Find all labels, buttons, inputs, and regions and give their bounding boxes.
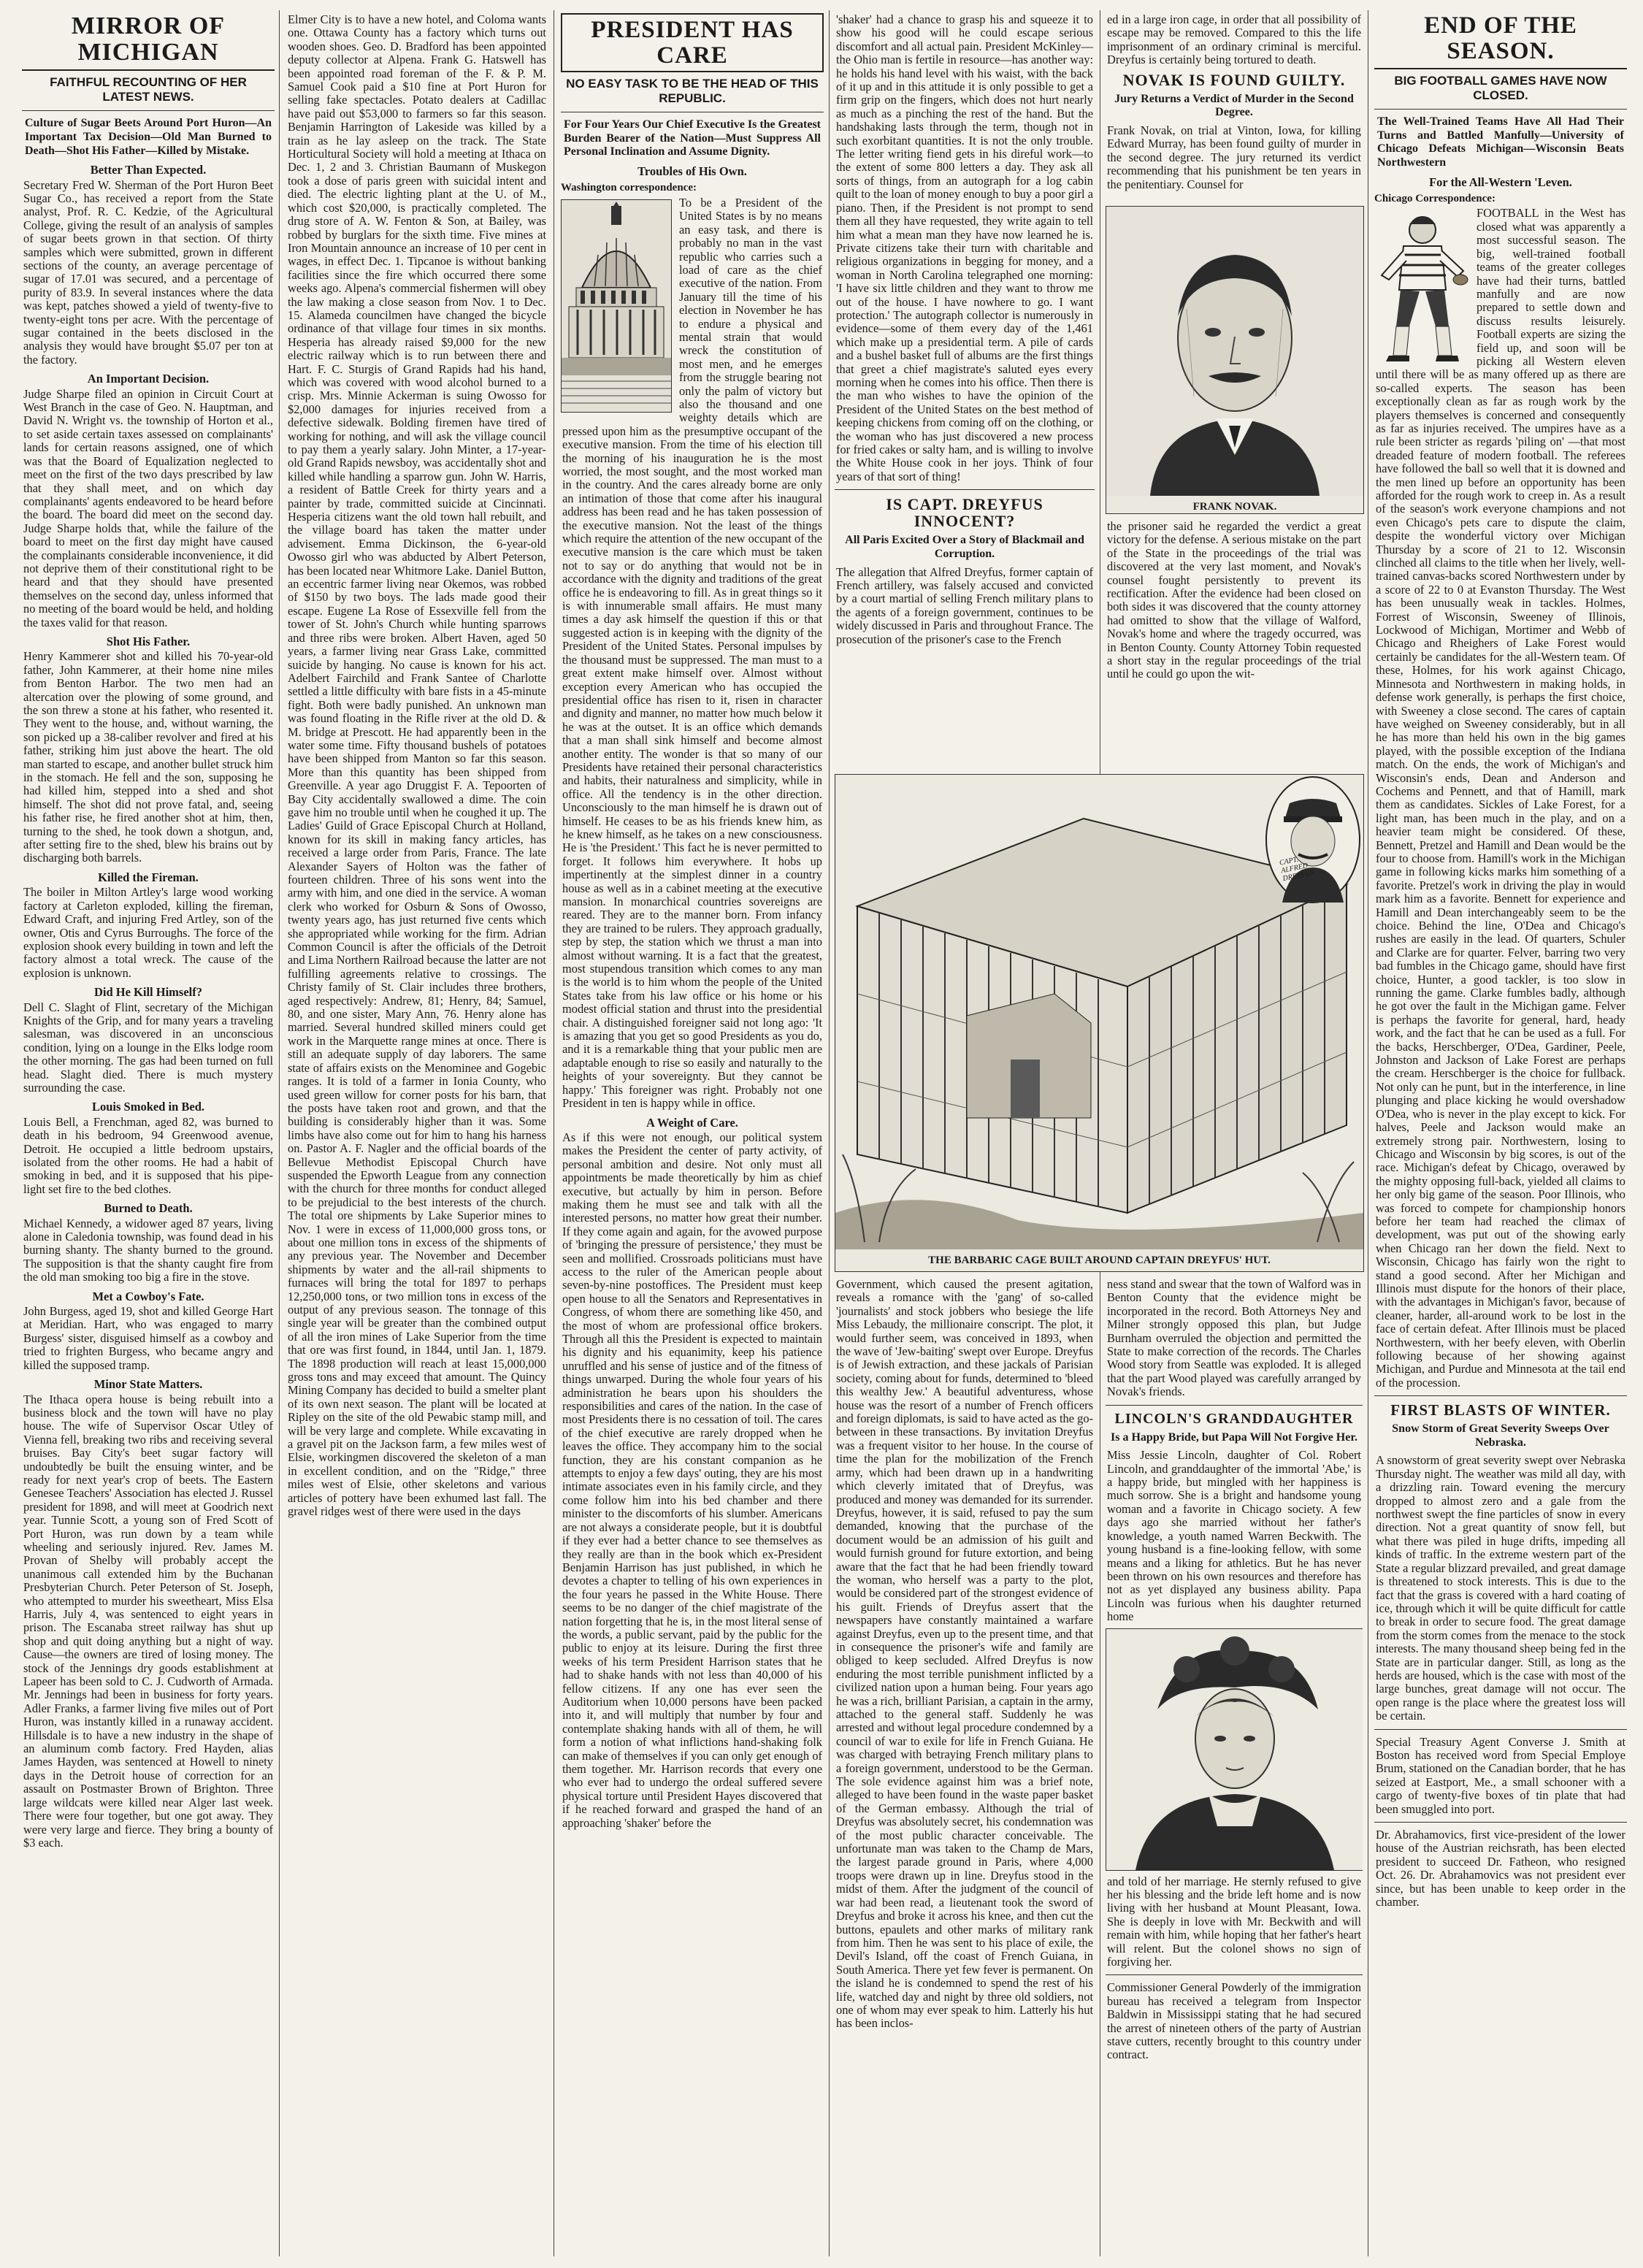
section-text: The boiler in Milton Artley's large wood working factory at Carleton exploded, killing the fireman, Edward Craft, and injuring Fred Artley, son of the owner, Otis and Cyrus Burroughs. The force of the explosion shook every building in town and left the factory almost a total wreck. The cause of the explosion is unknown. [23,885,273,980]
deck: Culture of Sugar Beets Around Port Huron—An Important Tax Decision—Old Man Burned to Death—Shot His Father—Killed by Mistake. [25,117,272,157]
section-head: Shot His Father. [106,634,191,648]
article-text: the prisoner said he regarded the verdict a great victory for the defense. A serious mistake on the part of the State in the proceedings of the trial was discovered at the very last moment, and Novak's counsel fought persistently to prevent its rectification. After the evidence had been closed on both sides it was discovered that the county attorney had omitted to show that the village of Walford, Novak's home and where the tragedy occurred, was in Benton County. County Attorney Tobin requested a short stay in the regular proceedings of the trial until he could go upon the wit- [1107,520,1361,681]
football-player-illustration [1374,210,1469,363]
article-text: ed in a large iron cage, in order that all possibility of escape may be removed. Compared to this the life imprisonment of an ordinary criminal is merciful. Dreyfus is certainly being tortured to death. [1107,13,1361,67]
column-mirror-of-michigan [22,13,275,2255]
capitol-dome-illustration [561,199,672,413]
article-text: Miss Jessie Lincoln, daughter of Col. Robert Lincoln, and granddaughter of the immortal 'Abe,' is a happy bride, but mingled with her happiness is much sorrow. She is a bright and handsome young woman and a favorite in Chicago society. A few days ago she married without her father's knowledge, a youth named Warren Beckwith. The young husband is a fine-looking fellow, with some means and a liking for athletics. But he has never been thrown on his own resources and therefore has not as yet displayed any business ability. Papa Lincoln was furious when his daughter returned home [1107,1448,1361,1624]
divider [1374,1729,1627,1730]
divider [22,110,275,111]
divider [1374,109,1627,110]
section-head: Met a Cowboy's Fate. [92,1289,204,1303]
section-head: An Important Decision. [87,372,210,386]
article-text: A snowstorm of great severity swept over Nebraska Thursday night. The weather was mild all day, with a drizzling rain. Toward evening the mercury dropped to almost zero and a gale from the northwest swept the fine particles of snow in every direction. Not a great quantity of snow fell, but what there was piled in huge drifts, impeding all kinds of traffic. In the extreme western part of the State a regular blizzard prevailed, and great damage is threatened to stock interests. This is due to the fact that the grass is covered with a hard coating of ice, through which it will be quite difficult for cattle to break in order to secure food. The great damage from the storm comes from the menace to the stock interests. The many thousand sheep being fed in the State are in particular danger. Still, as long as the herds are housed, which is the case with most of the large bunches, great damage will not occur. The open range is the place where the greatest loss will be certain. [1376,1453,1625,1723]
article-text: The allegation that Alfred Dreyfus, former captain of French artillery, was falsely accused and convicted by a court martial of selling French military plans to the agents of a foreign government, continues to be widely discussed in Paris and throughout France. The prosecution of the prisoner's case to the French [836,564,1093,646]
column-novak-top [1106,13,1363,204]
subhead: Troubles of His Own. [637,164,747,179]
article-text: Frank Novak, on trial at Vinton, Iowa, for killing Edward Murray, has been found guilty of murder in the second degree. The jury returned its verdict recommending that his punishment be ten years in the penitentiary. Counsel for [1107,123,1361,191]
article-text: Special Treasury Agent Converse J. Smith at Boston has received word from Special Employe Brum, stationed on the Canadian border, that he has seized at Eastport, Me., a small schooner with a cargo of twenty-five boxes of tin plate that had been smuggled into port. [1376,1734,1625,1816]
dateline: Chicago Correspondence: [1374,193,1495,205]
section-text: Henry Kammerer shot and killed his 70-year-old father, John Kammerer, at their home nine miles from Benton Harbor. The two men had an altercation over the plowing of some ground, and the son threw a stone at his father, who resented it. They went to the house, and, without warning, the son picked up a 38-caliber revolver and fired at his father, striking him just above the heart. The old man started to escape, and another bullet struck him in the stomach. He fell and the son, supposing he had killed him, stepped into a shed and shot himself. The shot did not prove fatal, and, seeing his father rise, he fired another shot at him, then, turning to the shed, he took down a shotgun, and, after setting fire to the shed, blew his brains out by discharging both barrels. [23,649,273,865]
column-rule [829,10,830,2256]
column-president-has-care [561,13,824,2255]
section-text: Dell C. Slaght of Flint, secretary of the Michigan Knights of the Grip, and for many years a traveling salesman, was discovered in an unconscious condition, lying on a lounge in the Elks lodge room the other morning. The gas had been turned on full head. Slaght died. There is much mystery surrounding the case. [23,1000,273,1095]
portrait-icon [1106,1629,1363,1870]
divider [1374,1822,1627,1823]
article-text: To be a President of the United States is by no means an easy task, and there is probably no man in the vast republic who carries such a load of care as the chief executive of the nation. From January till the time of his election in November he has to endure a physical and mental strain that would wreck the constitution of most men, and he emerges from the struggle bearing not only the palm of victory but also the thousand and one weighty details which are pressed upon him as the presumptive occupant of the executive mansion. From the time of his election till the morning of his inauguration he is the most worried, the most sought, and the most worked man in the country. And the cares already borne are only an intimation of those that come after his inaugural address has been read and he has taken possession of the executive mansion. Not the least of the things which require the attention of the new occupant of the executive mansion is the care which must be taken not to say or do anything that would not be in accordance with the dignity and traditions of the great office he is endeavoring to fill. As in great things so it is with innumerable small affairs. He must many times a day ask himself the question if this or that suggested action is in keeping with the dignity of the President of the United States. Personal impulses by the thousand must be suppressed. The man must to a great extent make himself over. Almost without exception every American who has occupied the presidential office has risen to it, risen in character and dignity and manner, no matter how much below it he was at the outset. It is an office which demands that a man shall sink himself and become almost another entity. The wonder is that so many of our Presidents have retained their personal characteristics and habits, their naturalness and simplicity, while in office. All the tendency is in the other direction. Unconsciously to the man himself he is drawn out of himself. He ceases to be as his friends knew him, as he knew himself, as he takes on a new consciousness. He is 'the President.' This fact he is never permitted to forget. It follows him everywhere. It hobs up impertinently at the simplest dinner in a country house as well as in a cabinet meeting at the executive mansion. In monarchical countries sovereigns are reared. They are to the manner born. From infancy they are trained to be rulers. They approach gradually, step by step, the station which we thrust a man into almost without warning. It is a fact that the greatest, most stupendous transition which comes to any man is the world is to him whom the people of the United States take from his law office or his home or his modest official station and thrust into the presidential chair. A distinguished foreigner said not long ago: 'It is amazing that you get so good Presidents as you do, and it is a remarkable thing that your public men are adaptable enough to rise so easily and naturally to the heights of your sovereignty. But they cannot be happy.' This foreigner was right. Probably not one President in ten is happy while in office. [562,195,822,1111]
headline: END OF THE SEASON. [1374,13,1627,69]
headline: PRESIDENT HAS CARE [561,13,824,72]
column-lincoln-granddaughter [1106,1278,1363,2249]
beckwith-portrait [1106,1628,1363,1871]
subhead: A Weight of Care. [646,1115,738,1130]
section-head: Minor State Matters. [93,1377,203,1392]
section-head: Burned to Death. [104,1201,193,1216]
briefs-text: Elmer City is to have a new hotel, and Coloma wants one. Ottawa County has a factory which turns out wooden shoes. Geo. D. Bradford has been appointed deputy collector at Alpena. Frank G. Hatswell has been appointed road foreman of the F. & P. M. Samuel Cook paid a $10 fine at Port Huron for selling fake spectacles. Potato dealers at Cadillac have paid out $53,000 to farmers so far this season. Benjamin Harrington of Lakeside was killed by a train as he lay asleep on the track. The State Horticultural Society will hold a meeting at Ithaca on Dec. 1, 2 and 3. Christian Baumann of Muskegon took a dose of paris green with suicidal intent and died. The electric lighting plant at the U. of M., which cost $20,000, is practically completed. The drug store of A. W. Fenton & Son, at Bailey, was robbed by burglars for the sixth time. Five mines at Iron Mountain announce an increase of 10 per cent in wages, in effect Dec. 1. Tipcanoe is without banking facilities since the fire which occurred there some weeks ago. Alpena's commercial fishermen will obey the law making a close season from Nov. 1 to Dec. 15. Alameda councilmen have changed the bicycle ordinance of that village four times in six months. Hesperia has already raised $9,000 for the new electric railway which is to run between there and Hart. F. C. Sturgis of Grand Rapids had his hand, which was covered with wood alcohol burned to a crisp. Mrs. Minnie Ackerman is suing Owosso for $2,000 damages for injuries received from a defective sidewalk. Bolding firemen have tired of working for nothing, and will ask the village council to pay them a yearly salary. John Minter, a 17-year-old Grand Rapids newsboy, was accidentally shot and killed while handling a sparrow gun. John W. Harris, a resident of Battle Creek for thirty years and a painter by trade, committed suicide at Cincinnati. Hesperia citizens want the old town hall rebuilt, and the village board has taken the matter under advisement. Emma Dickinson, the 6-year-old Owosso girl who was abducted by Albert Peterson, has been located near Whitmore Lake. Daniel Button, an eccentric farmer living near Okemos, was robbed of $150 by two boys. The lads made good their escape. Eugene La Rose of Essexville fell from the tower of St. John's Church while hunting sparrows and three ribs were broken. Albert Haven, aged 50 years, a farmer living near Grass Lake, committed suicide by hanging. No cause is known for his act. Adelbert Fairchild and Frank Santee of Charlotte settled a little difficulty with bare fists in a 45-minute fight. Both were badly punished. An unknown man was found floating in the Rifle river at the old D. & M. bridge at Prescott. He had apparently been in the water some time. Fifty thousand bushels of potatoes have been shipped from Manton so far this season. More than this quantity has been shipped from Greenville. A year ago Druggist F. A. Tepoorten of Bay City accidentally swallowed a dime. The coin gave him no trouble until when he coughed it up. The Ladies' Guild of Grace Episcopal Church at Holland, known for its skill in making fancy articles, has received a large order from Paris, France. The late Alexander Sayers of Holton was the father of fourteen children. Three of his sons went into the army with him, and one died in the service. A woman clerk who worked for Osburn & Sons of Owosso, twenty years ago, has just returned five cents which she appropriated while working for the firm. Adrian Common Council is after the officials of the Detroit and Lima Northern Railroad because the latter are not fulfilling agreements relative to crossings. The Christy family of St. Clair includes three brothers, aged respectively: Andrew, 81; Henry, 84; Samuel, 80, and one sister, Mary Ann, 76. Henry alone has married. Several hundred skilled miners could get work in the Marquette range mines at once. There is still an adequate supply of day laborers. The same state of affairs exists on the Menominee and Gogebic ranges. It is told of a farmer in Ionia County, who used green willow for corner posts for his barn, that the posts have taken root and grown, and that the building is considerably higher than it was. Some limbs have also come out for him to hang his harness on. Pastor A. F. Nagler and the official boards of the Bellevue Methodist Episcopal Church have suspended the Epworth League from any connection with the church for three months for conduct alleged to be prejudicial to the best interests of the church. The total ore shipments by Lake Superior mines to Nov. 1 were in excess of 11,000,000 gross tons, or about one million tons in excess of the shipments of any previous year. The November and December shipments by water and the all-rail shipments to furnaces will bring the total for 1897 to perhaps 12,250,000 tons, or two million tons in excess of the output of any previous season. The tonnage of this single year will be greater than the combined output of all the iron mines of Lake Superior from the time that ore was first found, in 1844, until Jan. 1, 1879. The 1898 production will reach at least 15,000,000 gross tons and may exceed that amount. The Quincy Mining Company has decided to build a smelter plant of its own next season. The plant will be located at Ripley on the site of the old Pewabic stamp mill, and will be very large and complete. While excavating in a gravel pit on the Jackson farm, a few miles west of Elsie, workingmen discovered the skeleton of a man in excellent condition, and on the "Ridge," three miles west of Elsie, other skeletons and various articles of pottery have been exhumed last fall. The gravel ridges west of there were used in the days [288,13,546,1519]
portrait-icon [1106,207,1363,496]
frank-novak-portrait [1106,206,1364,514]
divider [1106,1974,1363,1975]
subheadline: NO EASY TASK TO BE THE HEAD OF THIS REPUBLIC. [566,77,819,106]
divider [1374,1395,1627,1396]
section-head: Better Than Expected. [90,163,207,177]
divider [1106,1405,1363,1406]
headline: LINCOLN'S GRANDDAUGHTER [1114,1410,1354,1427]
section-head: Did He Kill Himself? [93,985,203,1000]
column-rule [279,10,280,2256]
portrait-label: CAPT. ALFRED DREYFUS [1279,855,1315,884]
headline: MIRROR OF MICHIGAN [22,13,275,71]
article-text: As if this were not enough, our political system makes the President the center of party activity, of personal ambition and desire. Not only must all appointments be made theoretically by him as chief executive, but actually by him in person. Before making them he must see and talk with all the interested persons, no matter how great their number. If they come again and again, for the avowed purpose of 'bringing the pressure of persistence,' they must be seen and mollified. Crossroads politicians must have access to the ruler of the American people about seven-by-nine postoffices. The President must keep open house to all the Senators and Representatives in Congress, of whom there are something like 450, and the most of whom are professional office brokers. Through all this the President is expected to maintain his dignity and his equanimity, keep his patience unruffled and his sense of justice and of the fitness of things unwarped. During the whole four years of his administration he bears upon his shoulders the responsibilities and cares of the nation. In the case of most Presidents there is no cessation of toil. The cares of the chief executive are rarely dropped when he leaves the office. They accompany him to the social function, they are his constant companion as he attempts to enjoy a few days' outing, they are his most intimate associates even in his family circle, and they come follow him into his bed chamber and there minister to the discomforts of his slumber. Americans are not always a considerate people, but it is doubtful if they ever had a better chance to see themselves as they really are than in the book which ex-President Benjamin Harrison has just published, in which he devotes a chapter to telling of his own experiences in the four years he passed in the White House. There seems to be no danger of the chief magistrate of the nation forgetting that he is, in the most literal sense of the words, a public servant, paid by the public for the public to enjoy at its leisure. During the first three weeks of his term President Harrison states that he had to shake hands with not less than 40,000 of his fellow citizens. If any one has ever seen the Auditorium when 10,000 persons have been packed into it, and will multiply that number by four and contemplate shaking hands with all of them, he will form a notion of what inflictions hand-shaking folk can make of themselves if you can only get enough of them together. Mr. Harrison records that every one who ever had to undergo the ordeal suffered severe physical torture until President Hayes discovered that if he reached forward and grasped the hand of an approaching 'shaker' before the [562,1130,822,1830]
deck: Is a Happy Bride, but Papa Will Not Forgive Her. [1111,1430,1357,1444]
subheadline: BIG FOOTBALL GAMES HAVE NOW CLOSED. [1394,74,1607,103]
section-head: Killed the Fireman. [98,870,199,884]
deck: All Paris Excited Over a Story of Blackmail and Corruption. [845,534,1084,560]
section-text: The Ithaca opera house is being rebuilt into a business block and the town will have no play house. The wife of Supervisor Oscar Utley of Vienna fell, breaking two ribs and receiving several bruises. Bay City's beet sugar factory will undoubtedly be built the ensuing winter, and be ready for next year's crop of beets. The Eastern Genesee Teachers' Association has elected J. Russel president for 1898, and will meet at Goodrich next year. Tunnie Scott, a young son of Fred Scott of Port Huron, was run down by a team while wheeling and seriously injured. Rev. James M. Provan of Shelby will probably accept the unanimous call extended him by the Buchanan Presbyterian Church. Peter Peterson of St. Joseph, who attempted to murder his sweetheart, Miss Elsa Harris, July 4, was sentenced to eight years in prison. The Escanaba street railway has shut up shop and quit doing anything but a night of way. Cause—the owners are tired of losing money. The stock of the Jennings dry goods establishment at Lapeer has been sold to C. J. Cudworth of Armada. Mr. Jennings had been in business for forty years. Adler Franks, a farmer living five miles out of Port Huron, was instantly killed in a runaway accident. Hillsdale is to have a new industry in the shape of an aluminum comb factory. Fred Hayden, alias James Hayden, was sentenced at Howell to ninety days in the Detroit house of correction for an assault on Postmaster Brown of Brighton. Three large wildcats were killed near Alger last week. There were four together, but one got away. They were very large and fierce. They bring a bounty of $3 each. [23,1392,273,1850]
article-text: Dr. Abrahamovics, first vice-president of the lower house of the Austrian reichsrath, has been elected president to succeed Dr. Fatheon, who resigned Oct. 26. Dr. Abrahamovics was not president ever since, but has been unable to keep order in the chamber. [1376,1828,1625,1909]
section-text: Secretary Fred W. Sherman of the Port Huron Beet Sugar Co., has received a report from the State analyst, Prof. R. C. Kedzie, of the Agricultural College, giving the result of an analysis of samples of sugar beets grown in that section. Of thirty samples which were submitted, grown in different sections of the county, an average percentage of sugar of 17.01 was secured, and a percentage of purity of 83.9. In several instances where the data was kept, patches showed a yield of twenty-five to twenty-eight tons per acre. With the percentage of sugar contained in the beets disclosed in the analysis they would have brought $5.07 per ton at the factory. [23,177,273,367]
headline: IS CAPT. DREYFUS INNOCENT? [886,495,1043,531]
article-text: FOOTBALL in the West has closed what was apparently a most successful season. The big, well-trained football teams of the greater colleges have had their turns, battled manfully and are now prepared to settle down and discuss results leisurely. Football experts are sizing the field up, and soon will be picking all Western eleven until there will be as many offered up as there are so-called experts. The season has been exceptionally clean as far as rough work by the players themselves is concerned and consequently as far as injuries received. The umpires have as a rule been stricter as regards 'piling on' —that most dreaded feature of modern football. The referees have followed the ball so well that it is downed and the men lined up before an opportunity has been afforded for the rough work to creep in. As a result of the season's work everyone champions and not even Chicago's pets care to dispute the claim, despite the wonderful victory over Michigan Thursday by a score of 21 to 12. Wisconsin clinched all claims to the title when her lively, well-trained canvas-backs scored Northwestern under by a score of 22 to 0 at Evanston Thursday. The West has been unusually weak in tackles. Holmes, Forrest of Wisconsin, Sweeney of Illinois, Lockwood of Michigan, Mortimer and Webb of Chicago and Rheighers of Lake Forest would certainly be candidates for the all-Western team. Of these, Holmes, for his work against Chicago, Minnesota and Northwestern in making holds, in defense work generally, is perhaps the first choice, with Sweeney a close second. The cares of captain have weighed on Sweeney considerably, but in all he has more than held his own in the big games played, with the possible exception of the Indiana match. On the ends, the work of Michigan's and Wisconsin's ends, Dean and Anderson and Cochems and Pennett, and that of Hamill, mark them as candidates. Sickles of Lake Forest, for a light man, has been much in the play, and on a heavier team might be considered. Of these, Bennett, Pretzel and Hamill and Dean would be the four to choose from. Hamill's work in the Michigan game in following kicks marks him something of a favorite. Pretzel's work in driving the play in would mark him as a favorite. Bennett for experience and Hamill and Dean interchangeably seem to be the choice. Behind the line, O'Dea and Chicago's rushes are easily in the lead. Of quarters, Schuler and Clarke are for quarter. Felver, barring two very bad fumbles in the Chicago game, should have first choice, Hunter, a good tackler, is too slow in running the game. Clarke fumbles badly, although he got over the fault in the Michigan game. Felver is perhaps the favorite for general, hard, heady work, and the fact that he can be used as a full. For the backs, Herschberger, O'Dea, Gardiner, Peele, Johnston and Jackson of Lake Forest are perhaps the cream. Herschberger is the choice for fullback. Not only can he punt, but in the interference, in line plunging and place kicking he would overshadow O'Dea, who is never in the play except to kick. For halves, Peele and Jackson would make an extremely strong pair. Northwestern, losing to Chicago and Wisconsin by big scores, is out of the race. Michigan's defeat by Chicago, overawed by the mighty opposing full-back, yielded all claims to her only big game of the season. Poor Illinois, who was forced to compete for championship honors before her team had reached the climax of development, was put out of the showing early when Chicago ran her down the field. Next to Wisconsin, Chicago has fairly won the right to stand a good second. After her Michigan and Illinois must dispute for the honors of their place, with the advantages in Michigan's favor, because of cleaner, harder, all-around work to be lost in the face of certain defeat. After Illinois must be placed Northwestern, with her beefy eleven, with Oberlin following because of her showing against Michigan, and Purdue and Minnesota at the tail end of the procession. [1376,206,1625,1390]
subhead: For the All-Western 'Leven. [1429,175,1572,189]
section-text: Louis Bell, a Frenchman, aged 82, was burned to death in his bedroom, 94 Greenwood avenue, Detroit. He occupied a little bedroom upstairs, isolated from the other rooms. He had a habit of smoking in bed, and it is supposed that his pipe-light set fire to the bed clothes. [23,1114,273,1196]
section-text: Michael Kennedy, a widower aged 87 years, living alone in Caledonia township, was found dead in his burning shanty. The shanty burned to the ground. The supposition is that the shanty caught fire from the old man smoking too big a fire in the stove. [23,1216,273,1284]
deck: For Four Years Our Chief Executive Is the Greatest Burden Bearer of the Nation—Must Suppress All Personal Inclination and Assume Dignity. [564,118,821,158]
deck: The Well-Trained Teams Have All Had Their Turns and Battled Manfully—University of Chicago Defeats Michigan—Wisconsin Beats Northwestern [1377,115,1624,169]
divider [835,489,1095,490]
dreyfus-portrait [1263,774,1363,905]
subheadline: FAITHFUL RECOUNTING OF HER LATEST NEWS. [50,75,247,104]
football-player-icon [1374,210,1469,363]
deck: Snow Storm of Great Severity Sweeps Over Nebraska. [1392,1422,1609,1449]
article-text: ness stand and swear that the town of Walford was in Benton County that the evidence might be incorporated in the record. Both Attorneys Ney and Milner strongly opposed this plan, but Judge Burnham overruled the objection and permitted the State to make correction of the records. The Charles Wood story from Seattle was exploded. It is alleged that the part Wood played was carefully arranged by Novak's friends. [1107,1278,1361,1399]
section-text: Judge Sharpe filed an opinion in Circuit Court at West Branch in the case of Geo. N. Hauptman, and David N. Wright vs. the township of Horton et al., to set aside certain taxes assessed on complainants' lands for certain reasons assigned, one of which was that the Board of Equalization neglected to meet on the first of the two days prescribed by law that they shall meet, and on which day complainants' agents endeavored to be heard before the board. The board did meet on the second day. Judge Sharpe holds that, while the failure of the board to meet on the first day might have caused the complainants considerable inconvenience, it did not deprive them of their constitutional right to be heard and that they should have presented themselves on the second day, unless informed that no meeting of the board would be held, and holding the taxes valid for that reason. [23,386,273,629]
column-novak-continued [1106,520,1363,767]
headline: NOVAK IS FOUND GUILTY. [1122,70,1346,89]
caption: FRANK NOVAK. [1192,501,1277,513]
article-text: and told of her marriage. He sternly refused to give her his blessing and the bride left home and is now living with her husband at Mount Pleasant, Iowa. She is deeply in love with Mr. Beckwith and will remain with him, while hoping that her father's heart will relent. But the colonel shows no sign of forgiving her. [1107,1874,1361,1969]
article-text: Commissioner General Powderly of the immigration bureau has received a telegram from Inspector Baldwin in Mississippi stating that he had secured the arrest of nineteen others of the party of Austrian stave cutters, recently brought to this country under contract. [1107,1980,1361,2062]
article-text: 'shaker' had a chance to grasp his and squeeze it to show his good will he could escape serious discomfort and all actual pain. President McKinley—the Ohio man is fertile in resource—has another way: he holds his hand level with his waist, with the back of it up and in this attitude it is only possible to get a firm grip on the fingers, which does not hurt nearly as much as a pinching the rest of the hand. But the handshaking lasts through the term, though not in such exorbitant quantities. It is not the only trouble. The letter writing fiend gets in his direful work—to the extent of some 800 letters a day. They ask all sorts of things, from an autograph for a log cabin quilt to the loan of money enough to buy a poor girl a piano. Then, if the President is not prompt to send them all they have requested, they write again to tell him what a mean man they have now learned he is. Private citizens take their turn with charitable and religious organizations in begging for money, and a woman in North Carolina telegraphed one morning: 'I have six little children and they want to throw me out of the house. I have nowhere to go. I want protection.' The autograph collector is numerously in evidence—some of them every day of the 1,461 which make up a presidential term. A pile of cards and a bushel basket full of albums are the first things that greet a chief magistrate's saluted eyes every morning when he comes into his office. Then there is the man who wishes to have the opinion of the President of the United States on the best method of keeping chickens from coming off on the clothing, or the woman who has just discovered a new process for fried cakes or salty ham, and is willing to involve the White House cook in her joys. Think of four years of that sort of thing! [836,13,1093,483]
portrait-icon [1263,774,1363,905]
column-end-of-season [1374,13,1627,2255]
dateline: Washington correspondence: [561,182,697,194]
column-state-briefs [286,13,548,2255]
column-dreyfus-story [835,1278,1095,2249]
caption: THE BARBARIC CAGE BUILT AROUND CAPTAIN DREYFUS' HUT. [928,1254,1271,1266]
deck: Jury Returns a Verdict of Murder in the Second Degree. [1114,92,1354,119]
section-head: Louis Smoked in Bed. [91,1100,205,1114]
capitol-dome-icon [562,200,671,412]
article-text: Government, which caused the present agitation, reveals a romance with the 'gang' of so-called 'journalists' and stock jobbers who besiege the life Miss Lebaudy, the millionaire conscript. The plot, it would further seem, was conceived in 1893, when the wave of 'Jew-baiting' swept over Europe. Dreyfus is of Jewish extraction, and these jackals of Parisian society, coming about for funds, determined to 'bleed this wealthy Jew.' A beautiful adventuress, whose house was the resort of a number of French officers and foreign diplomats, is said to have acted as the go-between in these transactions. By invitation Dreyfus was a frequent visitor to her house. In the course of time the plan for the mobilization of the French army, which had been drawn up in a handwriting which cleverly imitated that of Dreyfus, was produced and money was demanded for its surrender. Dreyfus, however, it is said, refused to pay the sum demanded, knowing that the purchase of the document would be an admission of his guilt and would furnish ground for future extortion, and being aware that the fact that he had been friendly toward the woman, who herself was a party to the plot, would be considered part of the strongest evidence of his guilt. Friends of Dreyfus assert that the newspapers have constantly maintained a warfare against Dreyfus, even up to the present time, and that in consequence the prisoner's wife and family are obliged to keep secluded. Alfred Dreyfus is now enduring the most terrible punishment inflicted by a civilized nation upon a human being. Four years ago he was a rich, brilliant Parisian, a captain in the army, attached to the general staff. Suddenly he was arrested and without legal procedure condemned by a council of war to exile for life in French Guiana. He was charged with betraying French military plans to a foreign government, understood to be the German. The sole evidence against him was a brief note, alleged to have been found in the waste paper basket of the German embassy. Although the trial of Dreyfus was absolutely secret, his condemnation was of the most public character conceivable. The unfortunate man was taken to the Champ de Mars, the largest parade ground in Paris, where 4,000 troops were drawn up in line. Dreyfus stood in the midst of them. After the judgment of the council of war had been read, a lieutenant took the sword of Dreyfus and broke it across his knee, and then cut the buttons, epaulets and other marks of military rank from him. Then he was sent to his place of exile, the Devil's Island, off the coast of French Guiana, in South America. There yet few fever is permanent. On the island he is condemned to spend the rest of his life, watched day and night by three old soldiers, not one of whom may ever speak to him. Latterly his hut has been inclos- [836,1278,1093,2031]
headline: FIRST BLASTS OF WINTER. [1390,1401,1611,1420]
section-text: John Burgess, aged 19, shot and killed George Hart at Meridian. Hart, who was engaged to marry Burgess' sister, disguised himself as a cowboy and tried to frighten Burgess, who became angry and killed the supposed tramp. [23,1304,273,1372]
